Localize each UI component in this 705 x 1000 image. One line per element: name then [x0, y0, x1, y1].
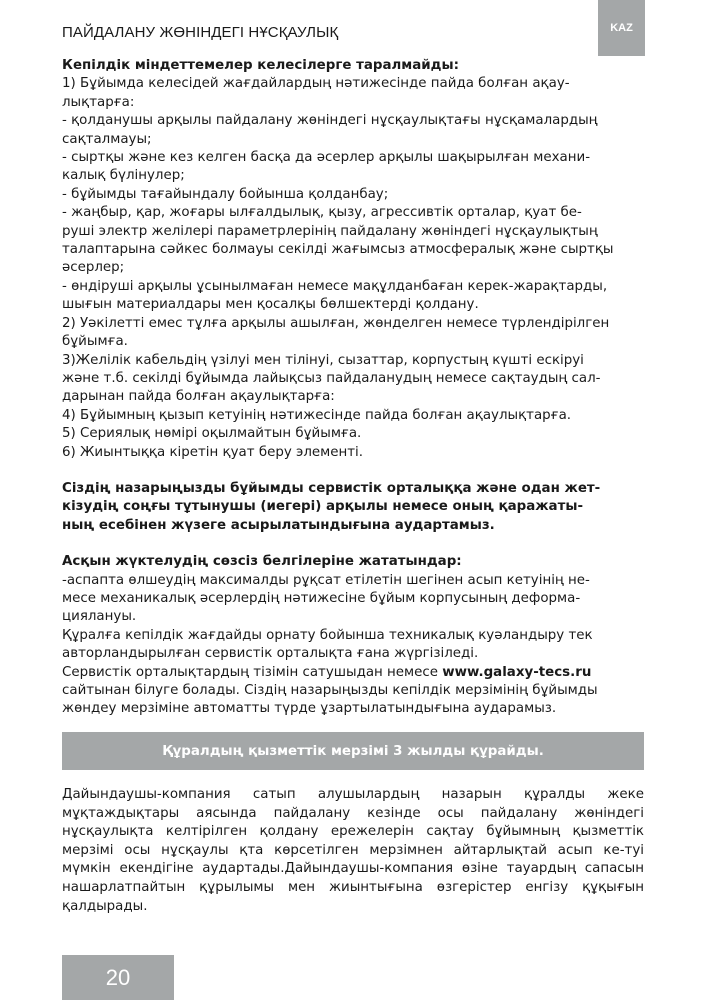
text-line: 5) Сериялық нөмірі оқылмайтын бұйымға. [62, 426, 362, 442]
manufacturer-paragraph: Дайындаушы-компания сатып алушылардың назарын құралды жеке мұқтаждықтары аясында пайдалану кезінде осы пайдалану жөніндегі нұсқаулықта келтірілген қолдану ережелерін сақтау бұйымның қызметтік мерзімі осы нұсқаулы қта көрсетілген мерзімнен айтарлықтай асып ке-туі мүмкін екендігіне аудартады.Дайындаушы-компания өзіне тауардың сапасын нашарлатпайтын құрылымы мен жиынтығына өзгерістер енгізу құқығын қалдырады. [62, 787, 644, 914]
overload-text-after [62, 682, 644, 719]
text-line: 6) Жиынтыққа кіретін қуат беру элементі. [62, 444, 364, 460]
text-line: сайтынан білуге болады. Сіздің назарыңызды кепілдік мерзімінің бұйымды [62, 683, 598, 698]
text-line: Құралға кепілдік жағдайды орнату бойынша техникалық куәландыру тек [62, 627, 593, 643]
text-line: авторландырылған сервистік орталықта ғана жүргізіледі. [62, 646, 479, 662]
text-line: және т.б. секілді бұйымда лайықсыз пайдаланудың немесе сақтаудың сал- [62, 370, 601, 386]
text-line: лықтарға: [62, 94, 135, 110]
service-centers-text: Сервистік орталықтардың тізімін сатушыдан немесе [62, 664, 443, 680]
text-line: ның есебінен жүзеге асырылатындығына аудартамыз. [62, 517, 495, 533]
service-life-banner [62, 732, 644, 770]
text-line: кізудің соңғы тұтынушы (иегері) арқылы немесе оның қаражаты- [62, 499, 584, 515]
text-line: бұйымға. [62, 334, 128, 350]
text-line: - сыртқы және кез келген басқа да әсерлер арқылы шақырылған механи- [62, 150, 591, 166]
text-line: - қолданушы арқылы пайдалану жөніндегі нұсқаулықтағы нұсқамалардың [62, 113, 598, 129]
text-line: әсерлер; [62, 260, 125, 276]
language-tab: KAZ [598, 0, 645, 56]
text-line: Сіздің назарыңызды бұйымды сервистік орталыққа және одан жет- [62, 480, 601, 496]
text-line: сақталмауы; [62, 131, 152, 147]
text-line: жөндеу мерзіміне автоматты түрде ұзартылатындығына аударамыз. [62, 701, 557, 717]
main-content [62, 57, 644, 719]
service-life-text: Құралдың қызметтік мерзімі 3 жылды құрайды. [162, 743, 544, 759]
text-line: 3)Желілік кабельдің үзілуі мен тілінуі, сызаттар, корпустың күшті ескіруі [62, 352, 584, 368]
text-line: талаптарына сәйкес болмауы секілді жағымсыз атмосфералық және сыртқы [62, 242, 614, 258]
service-centers-line [62, 664, 644, 682]
text-line: - бұйымды тағайындалу бойынша қолданбау; [62, 186, 389, 202]
text-line: циялануы. [62, 609, 137, 625]
text-line: дарынан пайда болған ақаулықтарға: [62, 389, 335, 405]
text-line: руші электр желілері параметрлерінің пайдалану жөніндегі нұсқаулықтың [62, 223, 598, 239]
text-line: калық бүлінулер; [62, 168, 185, 184]
warranty-exclusions-heading: Кепілдік міндеттемелер келесілерге таралмайды: [62, 58, 459, 73]
text-line: - өндіруші арқылы ұсынылмаған немесе мақұлданбаған керек-жарақтарды, [62, 278, 608, 294]
text-line: 4) Бұйымның қызып кетуінің нәтижесінде пайда болған ақаулықтарға. [62, 407, 572, 423]
website-link[interactable]: www.galaxy-tecs.ru [442, 664, 592, 680]
overload-text [62, 572, 644, 664]
text-line: месе механикалық әсерлердің нәтижесіне бұйым корпусының деформа- [62, 590, 581, 606]
text-line: -аспапта өлшеудің максималды рұқсат етілетін шегінен асып кетуінің не- [62, 572, 590, 588]
text-line: 1) Бұйымда келесідей жағдайлардың нәтижесінде пайда болған ақау- [62, 76, 570, 92]
text-line: шығын материалдары мен қосалқы бөлшектерді қолдану. [62, 297, 479, 313]
text-line: - жаңбыр, қар, жоғары ылғалдылық, қызу, агрессивтік орталар, қуат бе- [62, 205, 582, 221]
warranty-exclusions-list [62, 75, 644, 462]
page-number: 20 [62, 955, 174, 1000]
overload-heading: Асқын жүктелудің сөзсіз белгілеріне жататындар: [62, 554, 462, 570]
service-notice [62, 480, 644, 535]
text-line: 2) Уәкілетті емес тұлға арқылы ашылған, жөнделген немесе түрлендірілген [62, 315, 610, 331]
page-header-title: ПАЙДАЛАНУ ЖӨНІНДЕГІ НҰСҚАУЛЫҚ [62, 24, 339, 41]
